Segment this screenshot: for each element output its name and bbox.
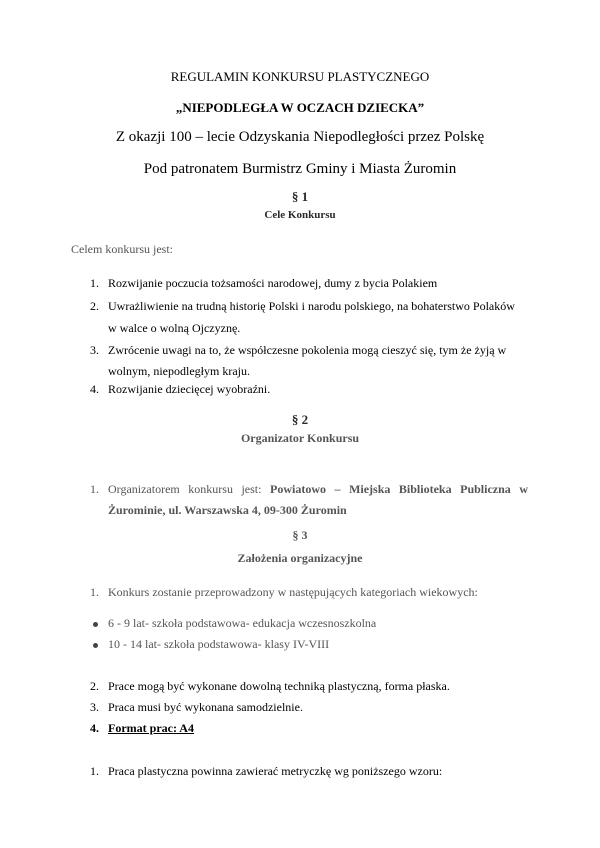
section-1-heading: Cele Konkursu bbox=[264, 209, 336, 221]
goal-item-1: Rozwijanie poczucia tożsamości narodowej, dumy z bycia Polakiem bbox=[108, 276, 438, 290]
goal-item-3-line-1: Zwrócenie uwagi na to, że współczesne pokolenia mogą cieszyć się, tym że żyją w bbox=[108, 343, 507, 357]
organizer-name: Powiatowo – Miejska Biblioteka Publiczna w bbox=[270, 482, 528, 496]
list-number: 2. bbox=[90, 299, 99, 313]
list-number: 3. bbox=[90, 343, 99, 357]
section-2-mark: § 2 bbox=[291, 412, 309, 427]
occasion-line: Z okazji 100 – lecie Odzyskania Niepodległości przez Polskę bbox=[115, 129, 485, 145]
section-3-mark: § 3 bbox=[292, 528, 308, 542]
list-number: 4. bbox=[90, 382, 99, 396]
bullet-icon bbox=[93, 643, 98, 648]
goal-item-2-line-2: w walce o wolną Ojczyznę. bbox=[108, 321, 241, 335]
age-category-1: 6 - 9 lat- szkoła podstawowa- edukacja wczesnoszkolna bbox=[108, 616, 377, 630]
list-number: 1. bbox=[90, 585, 99, 599]
organizer-line-1 bbox=[108, 483, 528, 495]
organizer-prefix: Organizatorem konkursu jest: bbox=[108, 482, 262, 496]
section-1-mark: § 1 bbox=[291, 189, 309, 204]
list-number: 2. bbox=[90, 679, 99, 693]
goal-item-4: Rozwijanie dziecięcej wyobraźni. bbox=[108, 382, 271, 396]
rule-format: Format prac: A4 bbox=[108, 721, 194, 735]
section-1-intro: Celem konkursu jest: bbox=[71, 242, 173, 256]
section-3-heading: Założenia organizacyjne bbox=[237, 551, 363, 565]
bullet-icon bbox=[93, 622, 98, 627]
list-number: 4. bbox=[90, 721, 99, 735]
age-category-2: 10 - 14 lat- szkoła podstawowa- klasy IV-VIII bbox=[108, 637, 330, 651]
goal-item-2-line-1: Uwrażliwienie na trudną historię Polski i narodu polskiego, na bohaterstwo Polaków bbox=[108, 299, 515, 313]
rule-label-template: Praca plastyczna powinna zawierać metryczkę wg poniższego wzoru: bbox=[108, 764, 443, 778]
section-2-heading: Organizator Konkursu bbox=[240, 431, 360, 445]
goal-item-3-line-2: wolnym, niepodległym kraju. bbox=[108, 364, 250, 378]
list-number: 1. bbox=[90, 276, 99, 290]
rule-technique: Prace mogą być wykonane dowolną techniką plastyczną, forma płaska. bbox=[108, 679, 450, 693]
regulation-title: REGULAMIN KONKURSU PLASTYCZNEGO bbox=[170, 69, 430, 84]
list-number: 1. bbox=[90, 764, 99, 778]
age-categories-intro: Konkurs zostanie przeprowadzony w następujących kategoriach wiekowych: bbox=[108, 585, 478, 599]
list-number: 3. bbox=[90, 700, 99, 714]
patronage-line: Pod patronatem Burmistrz Gminy i Miasta Żuromin bbox=[143, 161, 457, 177]
organizer-address: Żurominie, ul. Warszawska 4, 09-300 Żuromin bbox=[108, 503, 347, 517]
contest-name: „NIEPODLEGŁA W OCZACH DZIECKA” bbox=[175, 100, 425, 115]
rule-independent-work: Praca musi być wykonana samodzielnie. bbox=[108, 700, 303, 714]
list-number: 1. bbox=[90, 482, 99, 496]
